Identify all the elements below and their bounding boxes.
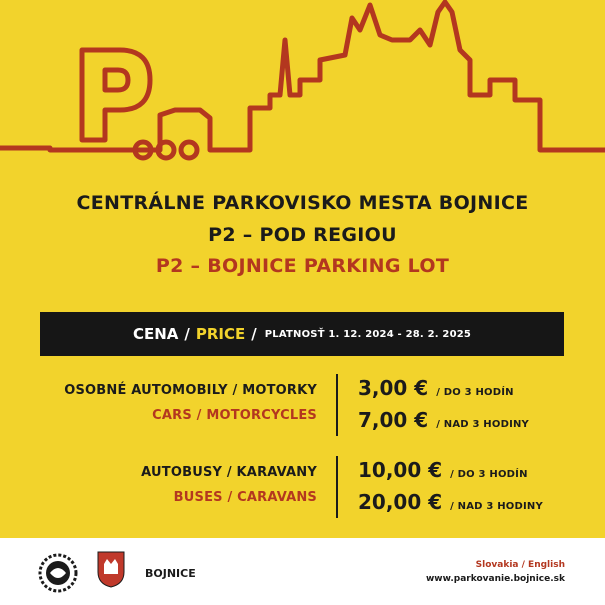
rosette-logo-icon <box>38 553 78 593</box>
price-amount: 7,00 € <box>358 408 429 432</box>
footer <box>0 538 605 605</box>
price-condition: / NAD 3 HODINY <box>436 419 530 430</box>
divider <box>336 374 338 436</box>
title-slovak: CENTRÁLNE PARKOVISKO MESTA BOJNICE <box>76 192 529 214</box>
website-link[interactable]: www.parkovanie.bojnice.sk <box>425 574 565 584</box>
title-english: P2 – BOJNICE PARKING LOT <box>155 255 450 277</box>
price-row <box>358 458 528 482</box>
price-table <box>0 370 605 522</box>
price-row <box>358 408 529 432</box>
brand-name: BOJNICE <box>145 567 196 580</box>
castle-skyline-logo <box>0 0 605 180</box>
price-row <box>358 490 543 514</box>
category-label-sk: OSOBNÉ AUTOMOBILY / MOTORKY <box>64 383 317 398</box>
wheel-icon <box>181 142 197 158</box>
price-condition: / NAD 3 HODINY <box>450 501 543 512</box>
category-label-sk: AUTOBUSY / KARAVANY <box>141 465 317 480</box>
price-group-cars <box>0 370 605 440</box>
price-group-buses <box>0 452 605 522</box>
price-amount: 10,00 € <box>358 458 443 482</box>
price-amount: 20,00 € <box>358 490 443 514</box>
subtitle-slovak: P2 – POD REGIOU <box>208 224 397 246</box>
coat-of-arms-icon <box>96 550 126 588</box>
price-condition: / DO 3 HODÍN <box>436 387 514 398</box>
language-switch[interactable]: Slovakia / English <box>475 560 565 570</box>
title-block <box>0 190 605 277</box>
category-label-en: BUSES / CARAVANS <box>173 490 317 505</box>
cena-label: CENA <box>132 325 179 343</box>
price-label: PRICE <box>195 325 246 343</box>
separator: / <box>184 325 190 343</box>
price-header-bar <box>40 312 564 356</box>
castle-skyline-line <box>0 2 605 150</box>
p-letter-icon <box>82 50 150 140</box>
category-label-en: CARS / MOTORCYCLES <box>152 408 317 423</box>
separator: / <box>251 325 257 343</box>
price-condition: / DO 3 HODÍN <box>450 469 528 480</box>
validity-text: PLATNOSŤ 1. 12. 2024 - 28. 2. 2025 <box>264 328 472 340</box>
divider <box>336 456 338 518</box>
price-row <box>358 376 514 400</box>
price-amount: 3,00 € <box>358 376 429 400</box>
wheel-icon <box>158 142 174 158</box>
